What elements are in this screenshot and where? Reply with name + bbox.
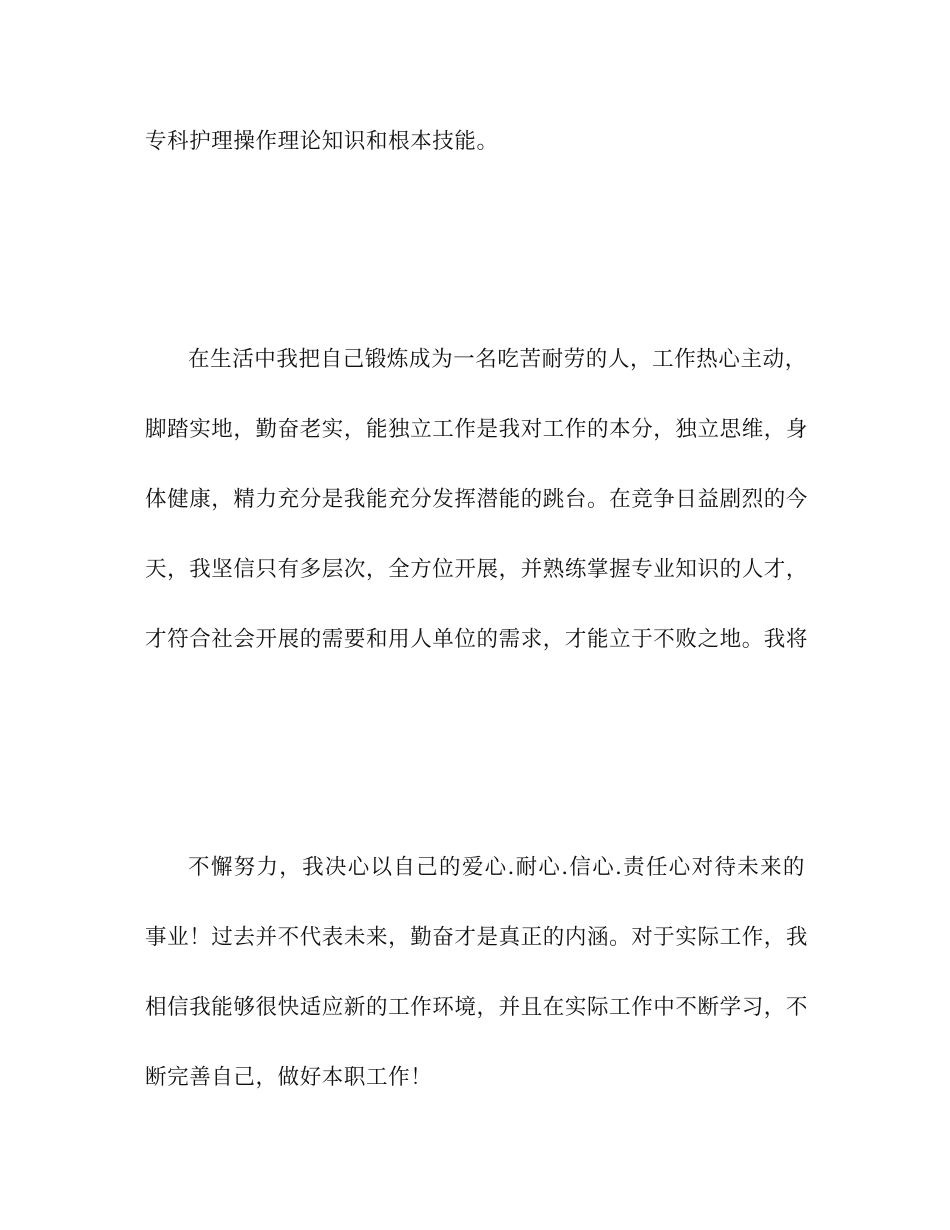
paragraph-1-line-1: 专科护理操作理论知识和根本技能。 [145, 129, 499, 154]
paragraph-3-line-1: 不懈努力，我决心以自己的爱心.耐心.信心.责任心对待未来的 [188, 855, 805, 880]
paragraph-3-line-4: 断完善自己，做好本职工作！ [145, 1065, 433, 1090]
paragraph-2-line-1: 在生活中我把自己锻炼成为一名吃苦耐劳的人，工作热心主动， [188, 347, 807, 372]
paragraph-2-line-3: 体健康，精力充分是我能充分发挥潜能的跳台。在竞争日益剧烈的今 [145, 487, 809, 512]
paragraph-2-line-4: 天，我坚信只有多层次，全方位开展，并熟练掌握专业知识的人才， [145, 557, 809, 582]
paragraph-2-line-2: 脚踏实地，勤奋老实，能独立工作是我对工作的本分，独立思维，身 [145, 417, 809, 442]
paragraph-2-line-5: 才符合社会开展的需要和用人单位的需求，才能立于不败之地。我将 [145, 627, 809, 652]
paragraph-3-line-2: 事业！过去并不代表未来，勤奋才是真正的内涵。对于实际工作，我 [145, 925, 809, 950]
paragraph-3-line-3: 相信我能够很快适应新的工作环境，并且在实际工作中不断学习，不 [145, 995, 809, 1020]
